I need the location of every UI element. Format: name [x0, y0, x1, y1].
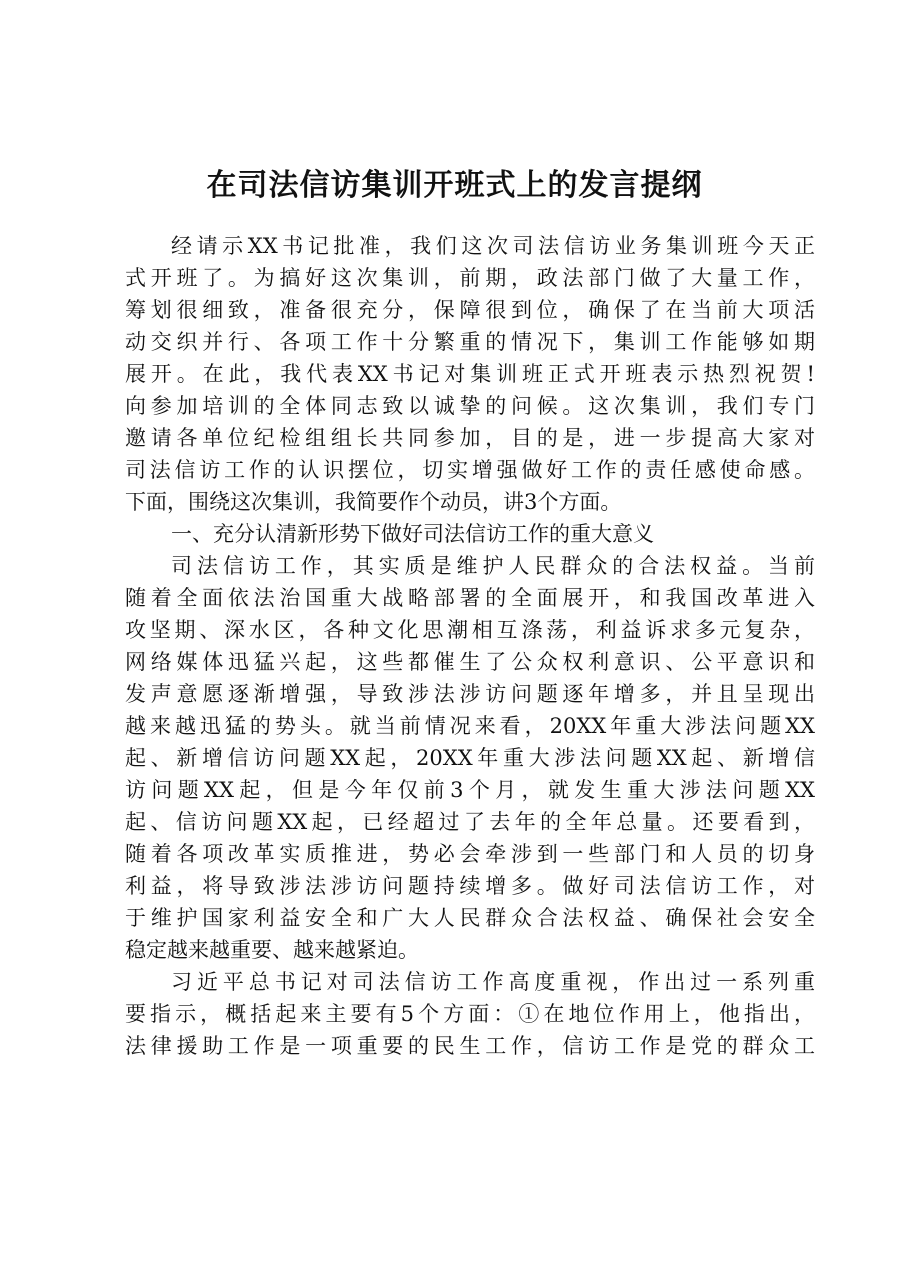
- paragraph-line: 习近平总书记对司法信访工作高度重视，作出过一系列重: [171, 970, 815, 994]
- paragraph-line: 随着全面依法治国重大战略部署的全面展开，和我国改革进入: [125, 586, 815, 610]
- paragraph-line: 发声意愿逐渐增强，导致涉法涉访问题逐年增多，并且呈现出: [125, 682, 815, 706]
- paragraph-line: 利益，将导致涉法涉访问题持续增多。做好司法信访工作，对: [125, 874, 815, 898]
- paragraph-line: 邀请各单位纪检组组长共同参加，目的是，进一步提高大家对: [125, 426, 815, 450]
- paragraph-line: 筹划很细致，准备很充分，保障很到位，确保了在当前大项活: [125, 298, 815, 322]
- paragraph-line: 攻坚期、深水区，各种文化思潮相互涤荡，利益诉求多元复杂，: [125, 618, 815, 642]
- document-title: 在司法信访集训开班式上的发言提纲: [206, 168, 703, 203]
- paragraph-line: 起、新增信访问题XX起，20XX年重大涉法问题XX起、新增信: [125, 746, 815, 770]
- section-heading: 一、充分认清新形势下做好司法信访工作的重大意义: [171, 522, 654, 546]
- paragraph-line: 经请示XX书记批准，我们这次司法信访业务集训班今天正: [171, 234, 815, 258]
- paragraph-line: 向参加培训的全体同志致以诚挚的问候。这次集训，我们专门: [125, 394, 815, 418]
- paragraph-line: 下面，围绕这次集训，我简要作个动员，讲3个方面。: [125, 490, 622, 514]
- document-body: [125, 230, 815, 1062]
- paragraph-line: 司法信访工作，其实质是维护人民群众的合法权益。当前: [171, 554, 815, 578]
- paragraph-line: 越来越迅猛的势头。就当前情况来看，20XX年重大涉法问题XX: [125, 714, 815, 738]
- paragraph-line: 展开。在此，我代表XX书记对集训班正式开班表示热烈祝贺!: [125, 362, 815, 386]
- paragraph-line: 式开班了。为搞好这次集训，前期，政法部门做了大量工作，: [125, 266, 815, 290]
- paragraph-line: 访问题XX起，但是今年仅前3个月，就发生重大涉法问题XX: [125, 778, 815, 802]
- paragraph-line: 于维护国家利益安全和广大人民群众合法权益、确保社会安全: [125, 906, 815, 930]
- paragraph-line: 随着各项改革实质推进，势必会牵涉到一些部门和人员的切身: [125, 842, 815, 866]
- paragraph-line: 起、信访问题XX起，已经超过了去年的全年总量。还要看到，: [125, 810, 815, 834]
- paragraph-line: 动交织并行、各项工作十分繁重的情况下，集训工作能够如期: [125, 330, 815, 354]
- paragraph-line: 要指示，概括起来主要有5个方面：①在地位作用上，他指出，: [125, 1002, 815, 1026]
- paragraph-line: 司法信访工作的认识摆位，切实增强做好工作的责任感使命感。: [125, 458, 815, 482]
- paragraph-line: 稳定越来越重要、越来越紧迫。: [125, 938, 419, 962]
- paragraph-line: 网络媒体迅猛兴起，这些都催生了公众权利意识、公平意识和: [125, 650, 815, 674]
- paragraph-line: 法律援助工作是一项重要的民生工作，信访工作是党的群众工: [125, 1034, 815, 1058]
